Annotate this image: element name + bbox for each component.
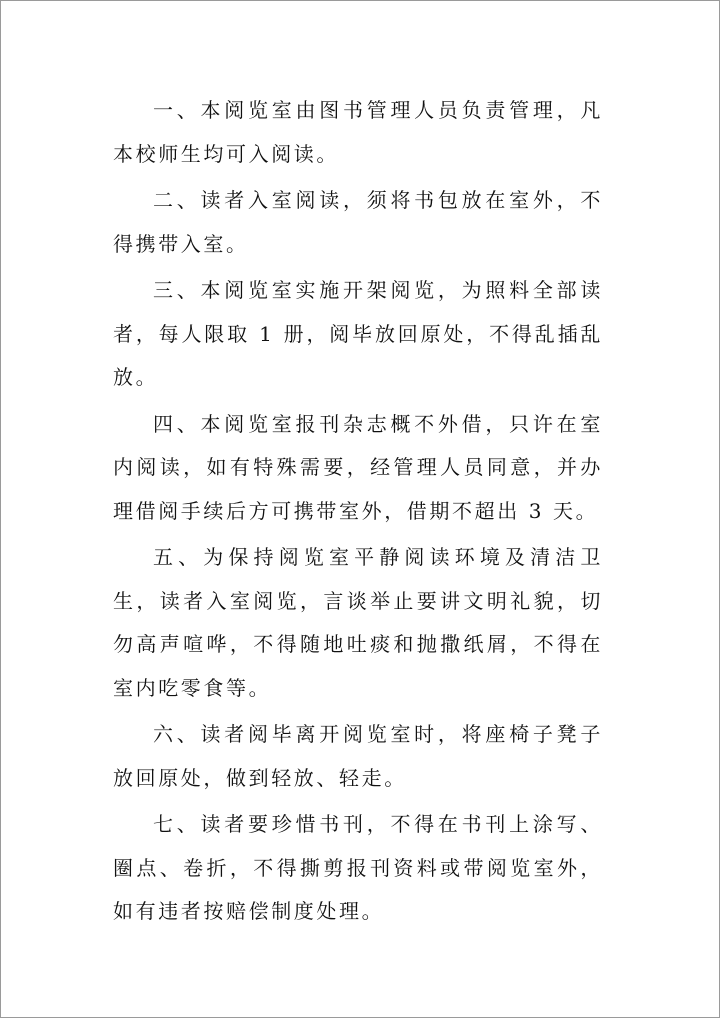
rule-paragraph-3: 三、本阅览室实施开架阅览，为照料全部读者，每人限取 1 册，阅毕放回原处，不得乱插乱放。 bbox=[113, 278, 603, 389]
document-body bbox=[113, 89, 603, 937]
rule-paragraph-1: 一、本阅览室由图书管理人员负责管理，凡本校师生均可入阅读。 bbox=[113, 98, 603, 166]
rule-paragraph-5: 五、为保持阅览室平静阅读环境及清洁卫生，读者入室阅览，言谈举止要讲文明礼貌，切勿高声喧哗，不得随地吐痰和抛撒纸屑，不得在室内吃零食等。 bbox=[113, 545, 603, 700]
rule-paragraph-7: 七、读者要珍惜书刊，不得在书刊上涂写、圈点、卷折，不得撕剪报刊资料或带阅览室外，如有违者按赔偿制度处理。 bbox=[113, 812, 603, 923]
rule-paragraph-6: 六、读者阅毕离开阅览室时，将座椅子凳子放回原处，做到轻放、轻走。 bbox=[113, 722, 603, 790]
rule-paragraph-4: 四、本阅览室报刊杂志概不外借，只许在室内阅读，如有特殊需要，经管理人员同意，并办理借阅手续后方可携带室外，借期不超出 3 天。 bbox=[113, 411, 603, 523]
rule-paragraph-2: 二、读者入室阅读，须将书包放在室外，不得携带入室。 bbox=[113, 188, 603, 256]
